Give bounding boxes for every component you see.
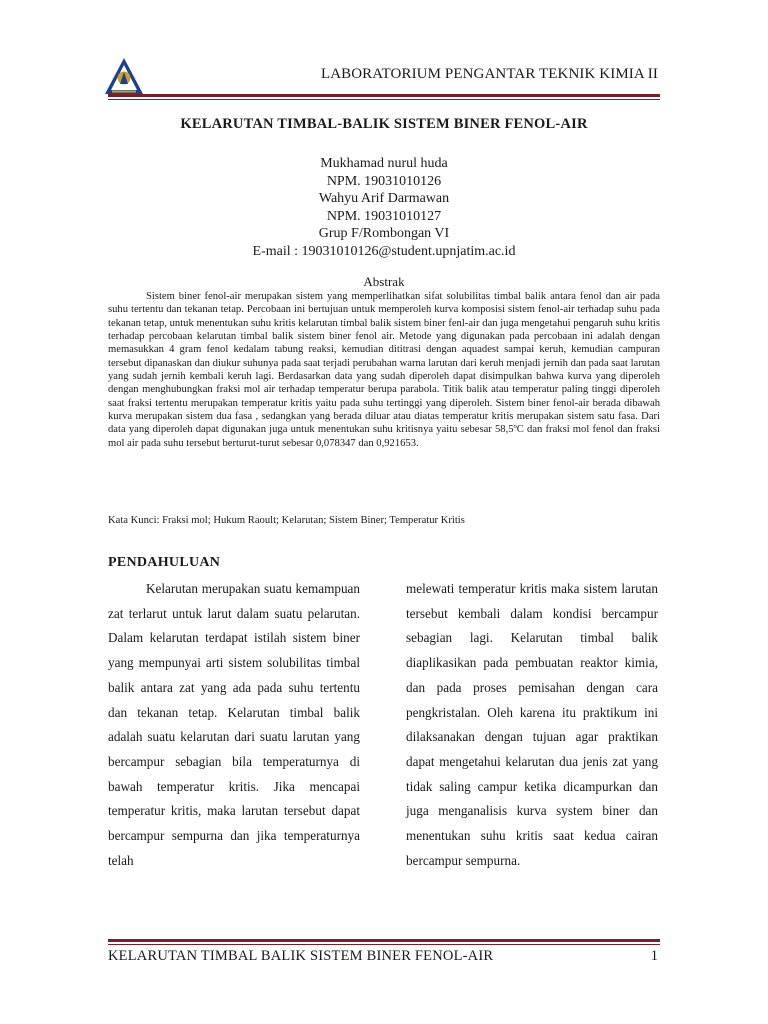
author-email: E-mail : 19031010126@student.upnjatim.ac.id — [252, 243, 516, 259]
author-npm: NPM. 19031010127 — [326, 208, 442, 224]
footer-rule — [108, 939, 660, 942]
author-name: Mukhamad nurul huda — [320, 156, 448, 171]
footer-title: KELARUTAN TIMBAL BALIK SISTEM BINER FENOL-AIR — [108, 948, 494, 964]
running-head: LABORATORIUM PENGANTAR TEKNIK KIMIA II — [320, 66, 658, 82]
author-name: Wahyu Arif Darmawan — [318, 191, 450, 207]
author-block — [108, 155, 660, 261]
body-column-right: melewati temperatur kritis maka sistem larutan tersebut kembali dalam kondisi bercampur sebagian lagi. Kelarutan timbal balik diaplikasikan pada pembuatan reaktor kimia, dan pada proses pemisahan dengan cara pengkristalan. Oleh karena itu praktikum ini dilaksanakan dengan tujuan agar praktikan dapat mengetahui kelarutan dua jenis zat yang tidak saling campur ketika dicampurkan dan juga menganalisis kurva system biner dan menentukan suhu kritis saat kedua cairan bercampur sempurna. — [406, 581, 658, 868]
header-rule — [108, 94, 660, 97]
keywords: Kata Kunci: Fraksi mol; Hukum Raoult; Kelarutan; Sistem Biner; Temperatur Kritis — [108, 515, 465, 526]
paper-title: KELARUTAN TIMBAL-BALIK SISTEM BINER FENOL-AIR — [180, 116, 588, 132]
body-column-left: Kelarutan merupakan suatu kemampuan zat terlarut untuk larut dalam suatu pelarutan. Dalam kelarutan terdapat istilah sistem biner yang mempunyai arti sistem solubilitas timbal balik antara zat yang ada pada suhu tertentu dan tekanan tetap. Kelarutan timbal balik adalah suatu kelarutan dari suatu larutan yang bercampur sebagian bila temperaturnya di bawah temperatur kritis. Jika mencapai temperatur kritis, maka larutan tersebut dapat bercampur sempurna dan jika temperaturnya telah — [108, 581, 360, 868]
author-npm: NPM. 19031010126 — [326, 173, 442, 189]
author-group: Grup F/Rombongan VI — [318, 226, 450, 242]
university-emblem-icon — [104, 57, 144, 95]
footer-rule-thin — [108, 944, 660, 945]
page-number: 1 — [650, 948, 658, 964]
section-heading: PENDAHULUAN — [108, 555, 221, 570]
abstract-heading: Abstrak — [363, 274, 405, 289]
header-rule-thin — [108, 99, 660, 100]
abstract-text: Sistem biner fenol-air merupakan sistem yang memperlihatkan sifat solubilitas timbal balik antara fenol dan air pada suhu tertentu dan tekanan tetap. Percobaan ini bertujuan untuk memperoleh kurva komposisi sistem fenol-air terhadap suhu pada tekanan tetap, untuk menentukan suhu kritis kelarutan timbal balik sistem biner fenl-air dan juga mengetahui pengaruh suhu kritis terhadap percobaan kelarutan timbal balik sistem biner fenol air. Metode yang digunakan pada percobaan ini adalah dengan memasukkan 4 gram fenol kedalam tabung reaksi, kemudian dititrasi dengan aquadest sampai keruh, kemudian campuran tersebut dipanaskan dan diukur suhunya pada saat terjadi perubahan warna larutan dari keruh menjadi jernih dan pada saat larutan yang sudah jernih kembali keruh lagi. Berdasarkan data yang sudah diperoleh dapat disimpulkan bahwa kurva yang diperoleh dengan menghubungkan fraksi mol air terhadap temperatur berupa parabola. Titik balik atau temperatur paling tinggi diperoleh saat fraksi tertentu merupakan temperatur kritis yaitu pada suhu tertinggi yang diperoleh. Sistem biner fenol-air berada dibawah kurva merupakan sistem dua fasa , sedangkan yang berada diluar atau diatas temperatur kritis merupakan sistem satu fasa. Dari data yang diperoleh dapat digunakan juga untuk menentukan suhu kritisnya yaitu sebesar 58,5ºC dan fraksi mol fenol dan fraksi mol air pada suhu tersebut berturut-turut sebesar 0,078347 dan 0,921653. — [108, 291, 660, 449]
